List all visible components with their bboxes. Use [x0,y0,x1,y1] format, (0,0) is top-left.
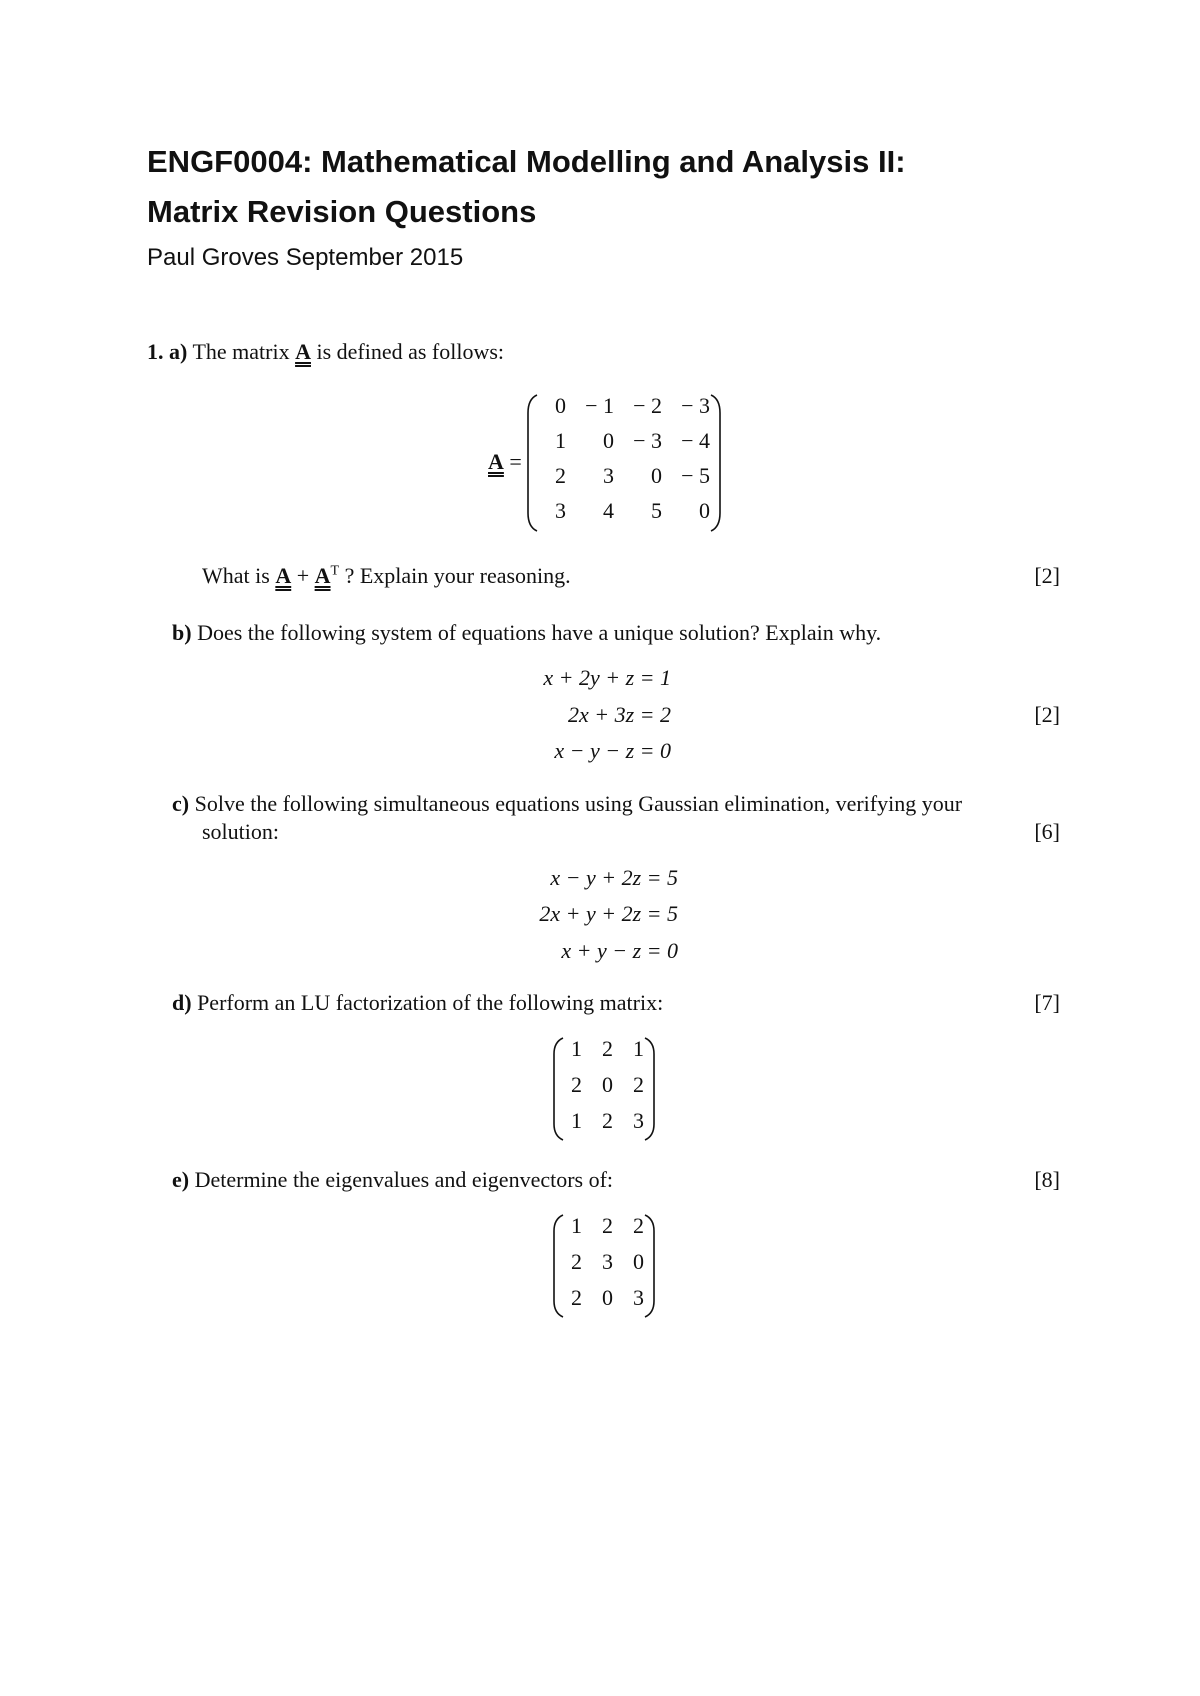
document-title-line2: Matrix Revision Questions [147,194,537,229]
equation-1b-2: 2x + 3z = 2 [567,702,671,727]
question-1c-label: c) [172,791,190,816]
question-1a-text-after: is defined as follows: [316,339,505,364]
matrix-1d-entries [564,1036,644,1144]
question-1a-intro [147,339,504,365]
left-paren-icon [552,1036,564,1142]
matrix-1d-cell-2-2: 3 [633,1108,644,1133]
matrix-1e-cell-1-0: 2 [571,1249,582,1274]
question-1e-body: Determine the eigenvalues and eigenvectors of: [194,1167,614,1192]
matrix-1d-cell-1-2: 2 [633,1072,644,1097]
question-1e-label: e) [172,1167,190,1192]
matrix-A-cell-0-3: − 3 [681,393,710,418]
equation-1c-3: x + y − z = 0 [561,938,678,963]
matrix-A-cell-1-2: − 3 [633,428,662,453]
equation-1b-3: x − y − z = 0 [554,738,671,763]
question-1d-text [172,990,663,1016]
question-1e-text [172,1167,613,1193]
matrix-1d [552,1036,656,1142]
question-1c-marks: [6] [1034,819,1060,844]
question-1a-text-before: The matrix [192,339,290,364]
matrix-A-lhs-symbol: A [488,449,504,474]
matrix-A-cell-3-1: 4 [603,498,614,523]
matrix-A-transpose-term: A [314,563,331,588]
matrix-A [526,393,722,533]
matrix-1e-cell-2-1: 0 [602,1285,613,1310]
matrix-1d-cell-1-1: 0 [602,1072,613,1097]
question-1a-suffix: ? Explain your reasoning. [344,563,571,588]
left-paren-icon [552,1213,564,1319]
question-1b-marks: [2] [1034,702,1060,727]
matrix-A-cell-0-0: 0 [555,393,566,418]
question-1b-body: Does the following system of equations have a unique solution? Explain why. [197,620,882,645]
matrix-1d-cell-1-0: 2 [571,1072,582,1097]
question-1b-label: b) [172,620,192,645]
matrix-A-entries [538,393,710,533]
right-paren-icon [710,393,722,533]
matrix-1d-cell-0-1: 2 [602,1036,613,1061]
question-1a-question [202,563,571,589]
question-1a-prefix: What is [202,563,270,588]
matrix-A-cell-2-2: 0 [651,463,662,488]
question-1c-text-line1 [172,791,962,817]
matrix-A-cell-2-0: 2 [555,463,566,488]
matrix-A-cell-1-3: − 4 [681,428,710,453]
question-number: 1. [147,339,164,364]
matrix-A-term: A [275,563,292,588]
question-1e-marks: [8] [1034,1167,1060,1192]
question-1b-text [172,620,881,646]
matrix-A-lhs [488,449,522,475]
matrix-1d-cell-2-0: 1 [571,1108,582,1133]
equals-sign: = [509,449,522,474]
matrix-1e-cell-0-2: 2 [633,1213,644,1238]
question-1c-body-line1: Solve the following simultaneous equations using Gaussian elimination, verifying your [194,791,963,816]
matrix-1e-cell-2-2: 3 [633,1285,644,1310]
matrix-1e-cell-1-2: 0 [633,1249,644,1274]
matrix-1e [552,1213,656,1319]
matrix-A-cell-1-1: 0 [603,428,614,453]
transpose-superscript: T [330,563,340,579]
question-1d-label: d) [172,990,192,1015]
equation-1b-1: x + 2y + z = 1 [543,665,671,690]
question-1a-label: a) [169,339,188,364]
plus-sign: + [296,563,310,588]
document-author-date: Paul Groves September 2015 [147,244,464,271]
matrix-A-cell-1-0: 1 [555,428,566,453]
matrix-1d-cell-0-2: 1 [633,1036,644,1061]
question-1d-marks: [7] [1034,990,1060,1015]
matrix-A-cell-0-2: − 2 [633,393,662,418]
matrix-1e-cell-1-1: 3 [602,1249,613,1274]
equation-1c-1: x − y + 2z = 5 [550,865,678,890]
matrix-A-cell-3-2: 5 [651,498,662,523]
document-title-line1: ENGF0004: Mathematical Modelling and Analysis II: [147,144,906,179]
matrix-A-symbol: A [295,339,311,364]
matrix-A-cell-0-1: − 1 [585,393,614,418]
equation-1c-2: 2x + y + 2z = 5 [539,901,678,926]
matrix-1e-cell-0-0: 1 [571,1213,582,1238]
matrix-1d-cell-0-0: 1 [571,1036,582,1061]
matrix-A-cell-3-0: 3 [555,498,566,523]
matrix-A-cell-2-3: − 5 [681,463,710,488]
left-paren-icon [526,393,538,533]
question-1c-text-line2: solution: [202,819,280,844]
matrix-1e-entries [564,1213,644,1321]
right-paren-icon [644,1036,656,1142]
matrix-A-cell-2-1: 3 [603,463,614,488]
right-paren-icon [644,1213,656,1319]
matrix-1e-cell-2-0: 2 [571,1285,582,1310]
question-1a-marks: [2] [1034,563,1060,588]
matrix-A-cell-3-3: 0 [699,498,710,523]
question-1d-body: Perform an LU factorization of the following matrix: [197,990,664,1015]
matrix-1e-cell-0-1: 2 [602,1213,613,1238]
matrix-1d-cell-2-1: 2 [602,1108,613,1133]
